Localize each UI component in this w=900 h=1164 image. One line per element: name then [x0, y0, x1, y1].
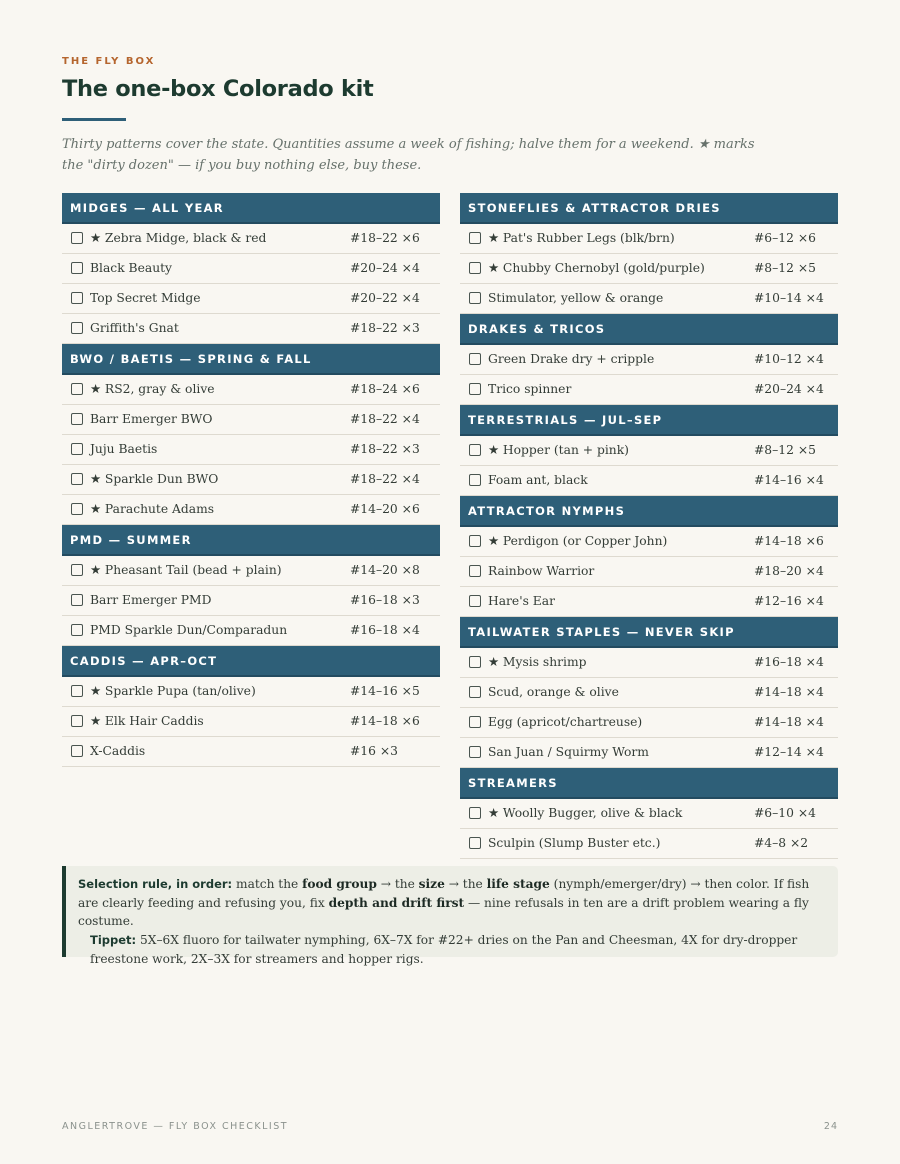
hook-size-quantity: #10–14 ×4	[754, 291, 824, 305]
checkbox-icon[interactable]	[71, 624, 83, 636]
checklist-item	[460, 466, 838, 496]
hook-size-quantity: #8–12 ×5	[754, 443, 816, 457]
section-header: ATTRACTOR NYMPHS	[460, 496, 838, 527]
checkbox-icon[interactable]	[71, 715, 83, 727]
selection-rule-label: Selection rule, in order:	[78, 877, 233, 891]
rule-text-part: — nine refusals in ten are a drift problem wearing a fly costume.	[78, 895, 809, 929]
hook-size-quantity: #14–18 ×4	[754, 685, 824, 699]
checklist-item	[460, 799, 838, 829]
checkbox-icon[interactable]	[71, 443, 83, 455]
fly-pattern-name: X-Caddis	[90, 744, 146, 758]
hook-size-quantity: #6–12 ×6	[754, 231, 816, 245]
checkbox-icon[interactable]	[71, 262, 83, 274]
checkbox-icon[interactable]	[469, 837, 481, 849]
section-header: DRAKES & TRICOS	[460, 314, 838, 345]
section-header: BWO / BAETIS — SPRING & FALL	[62, 344, 440, 375]
fly-pattern-name: ★ Pheasant Tail (bead + plain)	[90, 563, 282, 577]
hook-size-quantity: #16 ×3	[350, 744, 398, 758]
checklist-item	[62, 435, 440, 465]
fly-pattern-name: San Juan / Squirmy Worm	[488, 745, 649, 759]
checklist-item	[62, 405, 440, 435]
hook-size-quantity: #18–22 ×4	[350, 412, 420, 426]
checkbox-icon[interactable]	[469, 444, 481, 456]
checklist-item	[460, 648, 838, 678]
checklist-item	[460, 254, 838, 284]
checkbox-icon[interactable]	[469, 262, 481, 274]
fly-pattern-name: Trico spinner	[488, 382, 572, 396]
fly-pattern-name: ★ Sparkle Pupa (tan/olive)	[90, 684, 256, 698]
fly-pattern-name: ★ Elk Hair Caddis	[90, 714, 204, 728]
right-column	[460, 193, 838, 859]
tippet-label: Tippet:	[90, 933, 137, 948]
checkbox-icon[interactable]	[469, 595, 481, 607]
checkbox-icon[interactable]	[71, 413, 83, 425]
checklist-item	[62, 707, 440, 737]
rule-emphasis: life stage	[486, 877, 550, 891]
fly-pattern-name: Green Drake dry + cripple	[488, 352, 655, 366]
checklist-item	[460, 284, 838, 314]
checkbox-icon[interactable]	[469, 686, 481, 698]
hook-size-quantity: #14–20 ×6	[350, 502, 420, 516]
hook-size-quantity: #20–22 ×4	[350, 291, 420, 305]
section-header: CADDIS — APR–OCT	[62, 646, 440, 677]
hook-size-quantity: #14–16 ×5	[350, 684, 420, 698]
hook-size-quantity: #14–18 ×6	[754, 534, 824, 548]
checkbox-icon[interactable]	[469, 716, 481, 728]
checkbox-icon[interactable]	[469, 535, 481, 547]
hook-size-quantity: #10–12 ×4	[754, 352, 824, 366]
checklist-item	[460, 436, 838, 466]
rule-emphasis: food group	[302, 877, 377, 891]
checkbox-icon[interactable]	[469, 474, 481, 486]
checklist-item	[460, 557, 838, 587]
selection-rule-callout	[62, 866, 838, 966]
checkbox-icon[interactable]	[71, 383, 83, 395]
checklist-item	[62, 224, 440, 254]
rule-text-part: → the	[444, 877, 487, 891]
checklist-item	[62, 586, 440, 616]
fly-pattern-name: Juju Baetis	[90, 442, 158, 456]
hook-size-quantity: #18–22 ×4	[350, 472, 420, 486]
hook-size-quantity: #16–18 ×3	[350, 593, 420, 607]
checklist-item	[62, 677, 440, 707]
fly-pattern-name: PMD Sparkle Dun/Comparadun	[90, 623, 288, 637]
checkbox-icon[interactable]	[71, 292, 83, 304]
hook-size-quantity: #18–24 ×6	[350, 382, 420, 396]
rule-text-part: → the	[376, 877, 419, 891]
checkbox-icon[interactable]	[71, 594, 83, 606]
hook-size-quantity: #4–8 ×2	[754, 836, 809, 850]
section-header: TAILWATER STAPLES — NEVER SKIP	[460, 617, 838, 648]
intro-text: Thirty patterns cover the state. Quantities assume a week of fishing; halve them for a weekend. ★ marks the "dirty dozen" — if you buy nothing else, buy these.	[62, 137, 755, 173]
section-header: TERRESTRIALS — JUL–SEP	[460, 405, 838, 436]
rule-text-part: (nymph/emerger/dry) → then color. If fish are clearly feeding and refusing you, fix	[78, 877, 810, 910]
section-header: STREAMERS	[460, 768, 838, 799]
page-number: 24	[823, 1121, 838, 1132]
checkbox-icon[interactable]	[71, 503, 83, 515]
hook-size-quantity: #14–20 ×8	[350, 563, 420, 577]
fly-pattern-name: Scud, orange & olive	[488, 685, 619, 699]
hook-size-quantity: #6–10 ×4	[754, 806, 816, 820]
page-title: The one-box Colorado kit	[62, 76, 374, 102]
hook-size-quantity: #20–24 ×4	[754, 382, 824, 396]
checklist-item	[62, 465, 440, 495]
rule-text-part: match the	[232, 877, 303, 891]
fly-pattern-name: Top Secret Midge	[90, 291, 201, 305]
checklist-item	[460, 224, 838, 254]
footer	[62, 1121, 838, 1132]
fly-pattern-name: ★ Pat's Rubber Legs (blk/brn)	[488, 231, 675, 245]
hook-size-quantity: #14–16 ×4	[754, 473, 824, 487]
checkbox-icon[interactable]	[469, 807, 481, 819]
fly-pattern-name: Egg (apricot/chartreuse)	[488, 715, 643, 729]
checkbox-icon[interactable]	[71, 685, 83, 697]
checklist-item	[460, 738, 838, 768]
fly-pattern-name: Barr Emerger PMD	[90, 593, 212, 607]
checkbox-icon[interactable]	[71, 473, 83, 485]
fly-pattern-name: Rainbow Warrior	[488, 564, 595, 578]
checklist-item	[62, 737, 440, 767]
fly-pattern-name: ★ Parachute Adams	[90, 502, 215, 516]
hook-size-quantity: #16–18 ×4	[350, 623, 420, 637]
rule-emphasis: size	[418, 877, 445, 891]
checkbox-icon[interactable]	[469, 565, 481, 577]
checklist-item	[62, 314, 440, 344]
hook-size-quantity: #8–12 ×5	[754, 261, 816, 275]
checklist-item	[62, 616, 440, 646]
hook-size-quantity: #18–22 ×6	[350, 231, 420, 245]
checkbox-icon[interactable]	[71, 564, 83, 576]
checklist-item	[62, 284, 440, 314]
checklist-item	[62, 495, 440, 525]
left-column	[62, 193, 440, 767]
section-header: STONEFLIES & ATTRACTOR DRIES	[460, 193, 838, 224]
hook-size-quantity: #18–20 ×4	[754, 564, 824, 578]
checkbox-icon[interactable]	[71, 745, 83, 757]
checkbox-icon[interactable]	[469, 353, 481, 365]
hook-size-quantity: #12–16 ×4	[754, 594, 824, 608]
tippet-detail: 5X–6X fluoro for tailwater nymphing, 6X–7X for #22+ dries on the Pan and Cheesman, 4X for dry-dropper freestone work, 2X–3X for streamers and hopper rigs.	[90, 933, 798, 966]
footer-label: ANGLERTROVE — FLY BOX CHECKLIST	[62, 1121, 289, 1132]
checklist-item	[62, 254, 440, 284]
fly-pattern-name: Sculpin (Slump Buster etc.)	[488, 836, 661, 850]
tippet-text	[78, 931, 824, 968]
checkbox-icon[interactable]	[469, 383, 481, 395]
hook-size-quantity: #18–22 ×3	[350, 442, 420, 456]
section-header: MIDGES — ALL YEAR	[62, 193, 440, 224]
fly-pattern-name: ★ Sparkle Dun BWO	[90, 472, 219, 486]
checkbox-icon[interactable]	[469, 232, 481, 244]
fly-pattern-name: ★ Zebra Midge, black & red	[90, 231, 267, 245]
checkbox-icon[interactable]	[469, 292, 481, 304]
fly-pattern-name: ★ Hopper (tan + pink)	[488, 443, 629, 457]
fly-pattern-name: ★ Chubby Chernobyl (gold/purple)	[488, 261, 705, 275]
checklist-item	[62, 375, 440, 405]
checkbox-icon[interactable]	[71, 322, 83, 334]
selection-rule-text	[78, 875, 824, 931]
hook-size-quantity: #14–18 ×6	[350, 714, 420, 728]
fly-pattern-name: Black Beauty	[90, 261, 173, 275]
checkbox-icon[interactable]	[469, 656, 481, 668]
checklist-item	[460, 587, 838, 617]
checklist-item	[460, 829, 838, 859]
checklist-item	[460, 527, 838, 557]
fly-pattern-name: Hare's Ear	[488, 594, 555, 608]
hook-size-quantity: #20–24 ×4	[350, 261, 420, 275]
checklist-item	[460, 708, 838, 738]
rule-emphasis: depth and drift first	[328, 895, 465, 910]
fly-pattern-name: Griffith's Gnat	[90, 321, 179, 335]
checkbox-icon[interactable]	[469, 746, 481, 758]
hook-size-quantity: #14–18 ×4	[754, 715, 824, 729]
fly-pattern-name: ★ RS2, gray & olive	[90, 382, 215, 396]
checkbox-icon[interactable]	[71, 232, 83, 244]
eyebrow: THE FLY BOX	[62, 56, 156, 67]
hook-size-quantity: #12–14 ×4	[754, 745, 824, 759]
fly-pattern-name: Barr Emerger BWO	[90, 412, 213, 426]
fly-pattern-name: ★ Woolly Bugger, olive & black	[488, 806, 683, 820]
checklist-item	[460, 345, 838, 375]
checklist-item	[62, 556, 440, 586]
fly-pattern-name: ★ Perdigon (or Copper John)	[488, 534, 668, 548]
hook-size-quantity: #18–22 ×3	[350, 321, 420, 335]
section-header: PMD — SUMMER	[62, 525, 440, 556]
fly-pattern-name: Foam ant, black	[488, 473, 588, 487]
checklist-item	[460, 678, 838, 708]
fly-pattern-name: ★ Mysis shrimp	[488, 655, 587, 669]
fly-pattern-name: Stimulator, yellow & orange	[488, 291, 664, 305]
title-rule	[62, 118, 126, 121]
checklist-item	[460, 375, 838, 405]
hook-size-quantity: #16–18 ×4	[754, 655, 824, 669]
